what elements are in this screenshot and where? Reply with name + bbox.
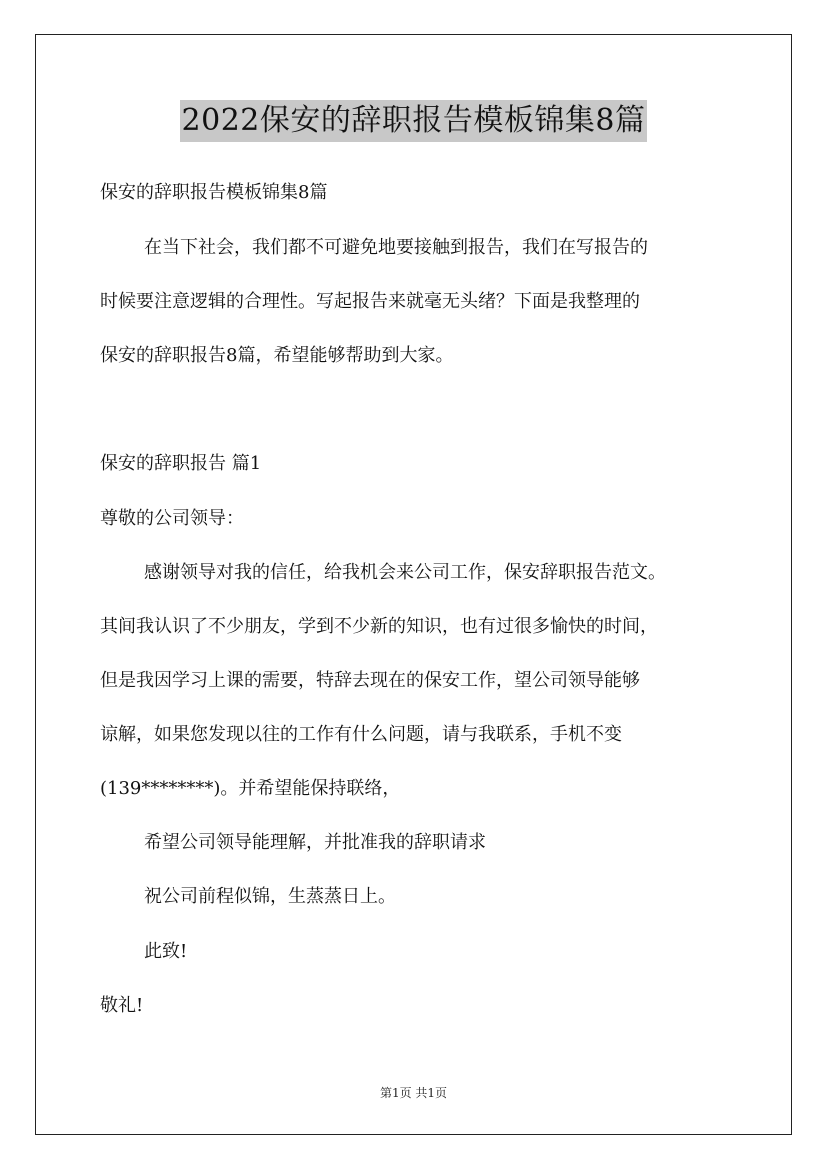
section-heading: 保安的辞职报告 篇1 — [100, 453, 262, 474]
intro-line-3: 保安的辞职报告8篇，希望能够帮助到大家。 — [100, 345, 454, 366]
intro-line-2: 时候要注意逻辑的合理性。写起报告来就毫无头绪？下面是我整理的 — [100, 291, 640, 312]
body-line-3: 但是我因学习上课的需要，特辞去现在的保安工作，望公司领导能够 — [100, 670, 640, 691]
salutation: 尊敬的公司领导： — [100, 508, 244, 529]
title-container — [0, 100, 827, 142]
closing-line-2: 祝公司前程似锦，生蒸蒸日上。 — [144, 886, 396, 907]
page-footer: 第1页 共1页 — [379, 1086, 448, 1100]
body-line-5: (139********)。并希望能保持联络， — [100, 778, 401, 799]
body-line-1: 感谢领导对我的信任，给我机会来公司工作，保安辞职报告范文。 — [144, 562, 666, 583]
intro-line-1: 在当下社会，我们都不可避免地要接触到报告，我们在写报告的 — [144, 237, 648, 258]
body-line-4: 谅解，如果您发现以往的工作有什么问题，请与我联系，手机不变 — [100, 724, 622, 745]
closing-line-1: 希望公司领导能理解，并批准我的辞职请求 — [144, 832, 486, 853]
body-line-2: 其间我认识了不少朋友，学到不少新的知识，也有过很多愉快的时间， — [100, 616, 658, 637]
closing-line-3: 此致! — [144, 941, 188, 962]
regards: 敬礼! — [100, 995, 144, 1016]
document-subtitle: 保安的辞职报告模板锦集8篇 — [100, 182, 328, 203]
document-title: 2022保安的辞职报告模板锦集8篇 — [180, 100, 648, 142]
